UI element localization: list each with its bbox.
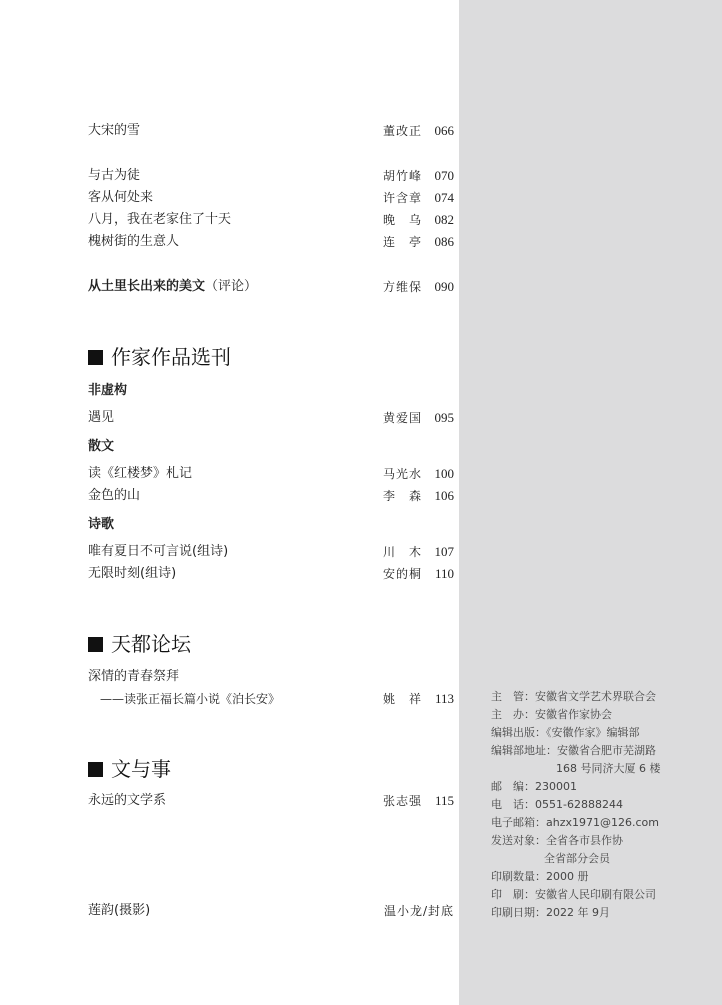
toc-entry-cover[interactable] — [88, 900, 454, 922]
entry-author: 方维保 — [382, 280, 422, 294]
entry-title: 无限时刻(组诗) — [88, 566, 177, 581]
imprint-line — [491, 742, 656, 760]
imprint-key: 邮 编 — [491, 780, 524, 793]
imprint-line — [491, 886, 656, 904]
imprint-line — [491, 832, 623, 850]
entry-author: 连 亭 — [382, 235, 422, 249]
entry-author: 董改正 — [382, 124, 422, 138]
imprint-key: 印 刷 — [491, 888, 524, 901]
toc-entry[interactable] — [88, 563, 454, 585]
entry-title: 唯有夏日不可言说(组诗) — [88, 544, 229, 559]
entry-title — [88, 276, 257, 298]
imprint-value: ：全省各市县作协 — [535, 834, 623, 847]
entry-author: 黄爱国 — [382, 411, 422, 425]
toc-entry[interactable] — [88, 790, 454, 812]
section-heading-text: 天都论坛 — [111, 632, 191, 656]
imprint-key: 电 话 — [491, 798, 524, 811]
entry-page: 070 — [434, 168, 454, 183]
imprint-line — [491, 796, 623, 814]
imprint-value: ：《安徽作家》编辑部 — [535, 726, 640, 739]
imprint-line — [491, 724, 640, 742]
entry-title: 永远的文学系 — [88, 793, 167, 808]
section-heading-text: 作家作品选刊 — [111, 345, 231, 369]
imprint-value: 168 号同济大厦 6 楼 — [556, 762, 661, 775]
entry-author: 马光水 — [382, 467, 422, 481]
imprint-value: 全省部分会员 — [544, 852, 610, 865]
entry-page: 074 — [434, 190, 454, 205]
square-bullet-icon — [88, 762, 103, 777]
imprint-key: 发送对象 — [491, 834, 535, 847]
entry-title: 遇见 — [88, 410, 115, 425]
toc-entry[interactable] — [88, 541, 454, 563]
entry-author: 川 木 — [382, 545, 422, 559]
imprint-line — [491, 688, 656, 706]
square-bullet-icon — [88, 637, 103, 652]
entry-page: 095 — [434, 410, 454, 425]
entry-author: 胡竹峰 — [382, 169, 422, 183]
section-heading-forum — [88, 630, 191, 658]
toc-entry[interactable] — [88, 165, 454, 187]
entry-title-main: 从土里长出来的美文 — [88, 279, 206, 294]
toc-entry[interactable] — [88, 688, 454, 710]
section-heading-wenyushi — [88, 755, 171, 783]
entry-author: 张志强 — [382, 794, 422, 808]
imprint-line — [491, 706, 612, 724]
toc-entry[interactable] — [88, 209, 454, 231]
toc-entry[interactable] — [88, 120, 454, 142]
entry-title: 槐树街的生意人 — [88, 234, 180, 249]
imprint-line — [544, 850, 610, 868]
imprint-line — [491, 814, 659, 832]
entry-title: 读《红楼梦》札记 — [88, 466, 193, 481]
entry-title: 与古为徒 — [88, 168, 141, 183]
toc-entry[interactable] — [88, 187, 454, 209]
toc-entry[interactable] — [88, 276, 454, 298]
imprint-key: 主 办 — [491, 708, 524, 721]
entry-author: 晚 乌 — [382, 213, 422, 227]
toc-entry[interactable] — [88, 463, 454, 485]
entry-page: 100 — [434, 466, 454, 481]
entry-author: 李 森 — [382, 489, 422, 503]
imprint-key: 电子邮箱 — [491, 816, 535, 829]
toc-entry[interactable] — [88, 407, 454, 429]
entry-page: 113 — [434, 691, 454, 706]
imprint-value: ：安徽省作家协会 — [524, 708, 612, 721]
imprint-key: 印刷数量 — [491, 870, 535, 883]
imprint-line — [491, 904, 610, 922]
entry-title: 客从何处来 — [88, 190, 154, 205]
category-label-prose: 散文 — [88, 439, 115, 454]
imprint-value: ：安徽省人民印刷有限公司 — [524, 888, 656, 901]
imprint-line — [491, 868, 589, 886]
category-label-nonfiction: 非虚构 — [88, 383, 128, 398]
entry-page: 066 — [434, 123, 454, 138]
toc-entry[interactable] — [88, 231, 454, 253]
imprint-value: ：2000 册 — [535, 870, 589, 883]
entry-page: 090 — [434, 279, 454, 294]
imprint-value: ：安徽省合肥市芜湖路 — [546, 744, 656, 757]
imprint-value: ：0551-62888244 — [524, 798, 623, 811]
entry-title: 大宋的雪 — [88, 123, 141, 138]
entry-page: 106 — [434, 488, 454, 503]
entry-author: 温小龙/封底 — [383, 904, 454, 918]
imprint-value: ：ahzx1971@126.com — [535, 816, 659, 829]
entry-author: 许含章 — [382, 191, 422, 205]
category-label-poetry: 诗歌 — [88, 517, 115, 532]
imprint-key: 印刷日期 — [491, 906, 535, 919]
section-heading-text: 文与事 — [111, 757, 171, 781]
entry-page: 086 — [434, 234, 454, 249]
entry-author: 姚 祥 — [382, 692, 422, 706]
section-heading-works — [88, 343, 231, 371]
entry-author: 安的桐 — [382, 567, 422, 581]
square-bullet-icon — [88, 350, 103, 365]
entry-page: 107 — [434, 544, 454, 559]
entry-title: 深情的青春祭拜 — [88, 669, 180, 684]
entry-title: 八月，我在老家住了十天 — [88, 212, 232, 227]
entry-page: 115 — [434, 793, 454, 808]
entry-title-genre: （评论） — [205, 279, 258, 294]
imprint-key: 编辑出版 — [491, 726, 535, 739]
imprint-line — [556, 760, 660, 778]
imprint-value: ：安徽省文学艺术界联合会 — [524, 690, 656, 703]
toc-entry-title-line[interactable] — [88, 666, 454, 688]
entry-page: 082 — [434, 212, 454, 227]
imprint-value: ：230001 — [524, 780, 577, 793]
toc-entry[interactable] — [88, 485, 454, 507]
entry-subtitle: ——读张正福长篇小说《泊长安》 — [100, 692, 281, 706]
imprint-value: ：2022 年 9月 — [535, 906, 610, 919]
entry-page: 110 — [434, 566, 454, 581]
imprint-key: 编辑部地址 — [491, 744, 546, 757]
imprint-key: 主 管 — [491, 690, 524, 703]
entry-title: 金色的山 — [88, 488, 141, 503]
imprint-line — [491, 778, 577, 796]
entry-title: 莲韵(摄影) — [88, 903, 151, 918]
